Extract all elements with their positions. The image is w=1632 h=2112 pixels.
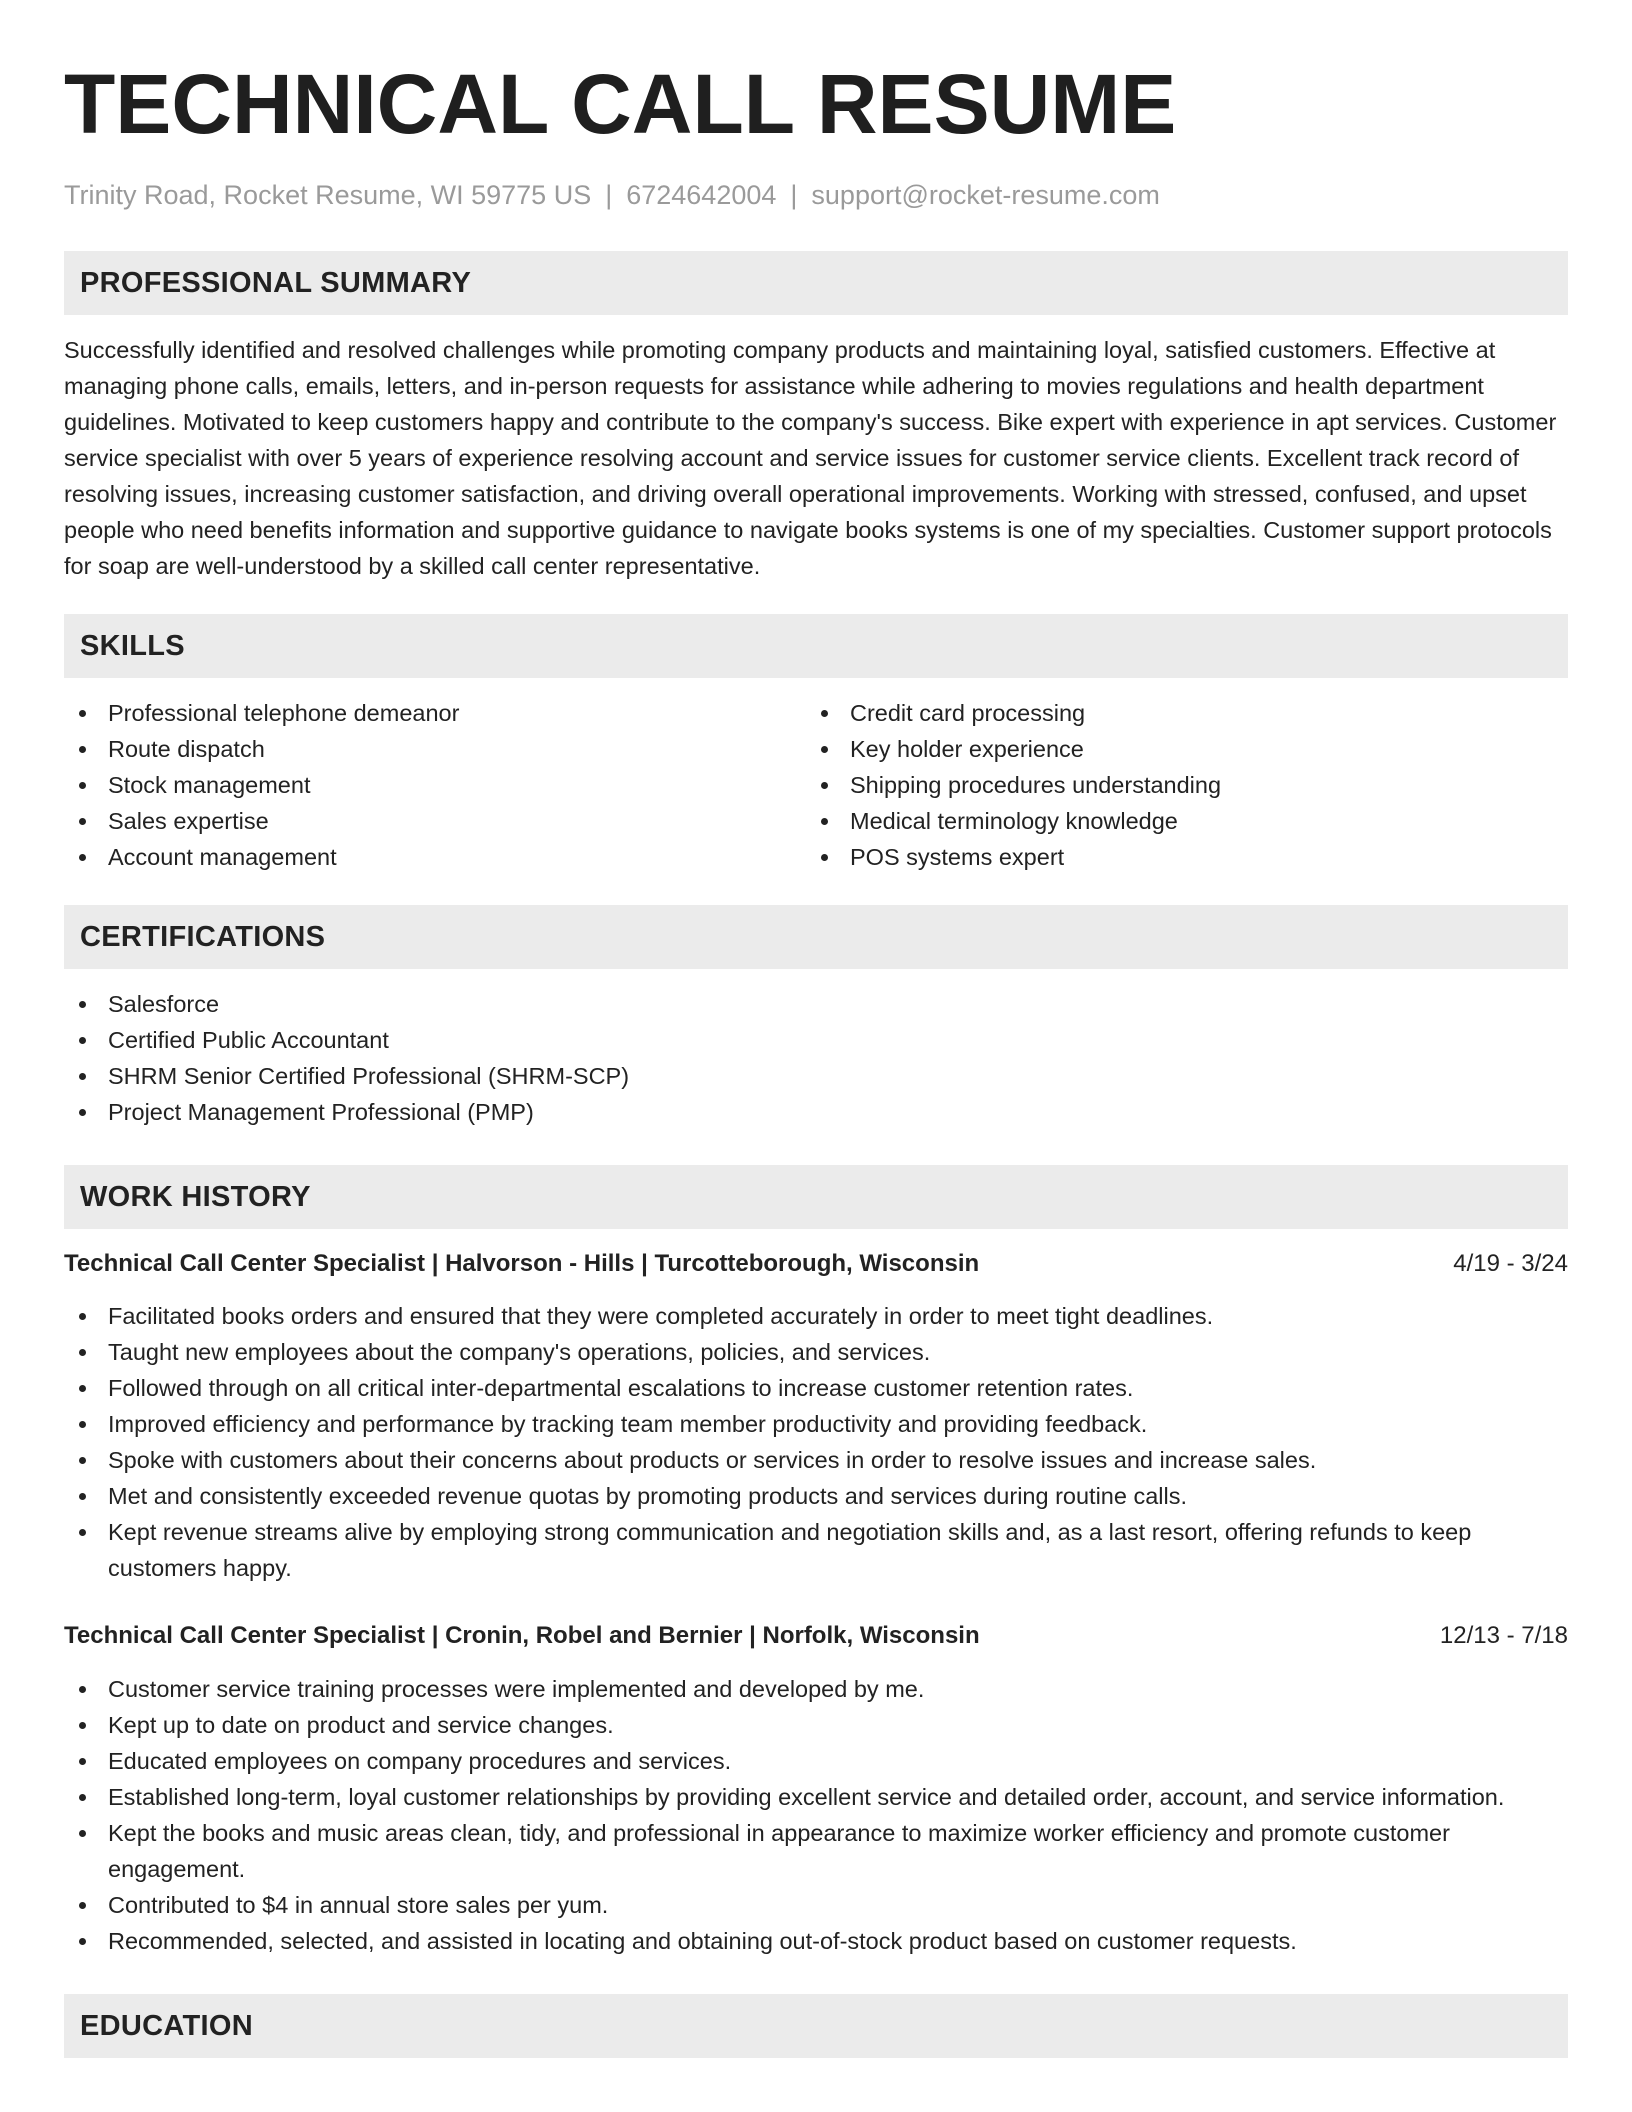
- job-bullet: [64, 1707, 1568, 1743]
- job-bullet-text: Kept revenue streams alive by employing strong communication and negotiation skills and, as a last resort, offering refunds to keep customers happy.: [108, 1519, 1472, 1581]
- job-header: [64, 1618, 1568, 1654]
- bullet-icon: [79, 1385, 86, 1392]
- certification-item: [64, 1094, 1568, 1130]
- section-header-summary: PROFESSIONAL SUMMARY: [64, 251, 1568, 315]
- bullet-icon: [79, 1457, 86, 1464]
- skill-label: Professional telephone demeanor: [108, 700, 460, 726]
- bullet-icon: [79, 1722, 86, 1729]
- skill-label: POS systems expert: [850, 844, 1065, 870]
- contact-separator: |: [790, 180, 798, 210]
- job-bullet-text: Followed through on all critical inter-departmental escalations to increase customer retention rates.: [108, 1375, 1134, 1401]
- bullet-icon: [79, 1938, 86, 1945]
- bullet-icon: [79, 1830, 86, 1837]
- job-bullet-text: Improved efficiency and performance by tracking team member productivity and providing feedback.: [108, 1411, 1148, 1437]
- skill-item: [806, 839, 1548, 875]
- skills-grid: [64, 695, 1568, 875]
- bullet-icon: [79, 1421, 86, 1428]
- job-bullet: [64, 1779, 1568, 1815]
- skill-label: Sales expertise: [108, 808, 269, 834]
- skill-item: [64, 767, 806, 803]
- skill-item: [806, 731, 1548, 767]
- section-header-certifications: CERTIFICATIONS: [64, 905, 1568, 969]
- skill-label: Stock management: [108, 772, 311, 798]
- bullet-icon: [821, 854, 828, 861]
- skill-item: [806, 695, 1548, 731]
- skill-label: Route dispatch: [108, 736, 265, 762]
- job-bullet-text: Customer service training processes were implemented and developed by me.: [108, 1676, 925, 1702]
- certification-label: Project Management Professional (PMP): [108, 1099, 534, 1125]
- job-bullet-text: Contributed to $4 in annual store sales per yum.: [108, 1892, 609, 1918]
- job-bullet: [64, 1406, 1568, 1442]
- skill-label: Account management: [108, 844, 337, 870]
- bullet-icon: [79, 746, 86, 753]
- job-bullet: [64, 1370, 1568, 1406]
- job-bullet: [64, 1334, 1568, 1370]
- job-title: Technical Call Center Specialist | Halvorson - Hills | Turcotteborough, Wisconsin: [64, 1250, 980, 1277]
- certification-item: [64, 1058, 1568, 1094]
- job-bullets: [64, 1298, 1568, 1586]
- bullet-icon: [821, 818, 828, 825]
- job-bullet: [64, 1923, 1568, 1959]
- bullet-icon: [821, 782, 828, 789]
- job-bullet-text: Educated employees on company procedures and services.: [108, 1748, 732, 1774]
- certification-label: Salesforce: [108, 991, 220, 1017]
- bullet-icon: [79, 854, 86, 861]
- skills-column-left: [64, 695, 806, 875]
- contact-line: [64, 178, 1568, 212]
- skills-column-right: [806, 695, 1548, 875]
- job-title: Technical Call Center Specialist | Cronin, Robel and Bernier | Norfolk, Wisconsin: [64, 1622, 980, 1649]
- job-bullet-text: Met and consistently exceeded revenue quotas by promoting products and services during routine calls.: [108, 1483, 1188, 1509]
- job-bullet-text: Taught new employees about the company's operations, policies, and services.: [108, 1339, 931, 1365]
- job-bullet: [64, 1887, 1568, 1923]
- bullet-icon: [79, 710, 86, 717]
- certification-item: [64, 986, 1568, 1022]
- job-bullet: [64, 1478, 1568, 1514]
- bullet-icon: [79, 1037, 86, 1044]
- job-bullet-text: Recommended, selected, and assisted in locating and obtaining out-of-stock product based on customer requests.: [108, 1928, 1297, 1954]
- skill-label: Key holder experience: [850, 736, 1084, 762]
- contact-separator: |: [605, 180, 613, 210]
- job-bullets: [64, 1671, 1568, 1959]
- bullet-icon: [821, 710, 828, 717]
- bullet-icon: [79, 782, 86, 789]
- certification-label: SHRM Senior Certified Professional (SHRM-SCP): [108, 1063, 630, 1089]
- job-bullet: [64, 1671, 1568, 1707]
- job-dates: 12/13 - 7/18: [1439, 1622, 1568, 1649]
- job-bullet-text: Kept the books and music areas clean, tidy, and professional in appearance to maximize worker efficiency and promote customer engagement.: [108, 1820, 1450, 1882]
- section-header-skills: SKILLS: [64, 614, 1568, 678]
- job-header: [64, 1246, 1568, 1282]
- skill-label: Shipping procedures understanding: [850, 772, 1222, 798]
- bullet-icon: [79, 1794, 86, 1801]
- skill-item: [64, 695, 806, 731]
- certification-item: [64, 1022, 1568, 1058]
- job-bullet-text: Established long-term, loyal customer relationships by providing excellent service and detailed order, account, and service information.: [108, 1784, 1505, 1810]
- bullet-icon: [79, 1686, 86, 1693]
- job-bullet-text: Kept up to date on product and service changes.: [108, 1712, 614, 1738]
- bullet-icon: [79, 1109, 86, 1116]
- section-header-work-history: WORK HISTORY: [64, 1165, 1568, 1229]
- bullet-icon: [79, 1902, 86, 1909]
- job-bullet-text: Facilitated books orders and ensured that they were completed accurately in order to meet tight deadlines.: [108, 1303, 1214, 1329]
- job-bullet: [64, 1514, 1568, 1586]
- job-dates: 4/19 - 3/24: [1453, 1250, 1568, 1277]
- bullet-icon: [79, 1349, 86, 1356]
- certifications-list: [64, 986, 1568, 1130]
- bullet-icon: [821, 746, 828, 753]
- job-bullet: [64, 1298, 1568, 1334]
- skill-item: [64, 839, 806, 875]
- resume-page: [64, 50, 1568, 2058]
- skill-item: [806, 803, 1548, 839]
- bullet-icon: [79, 1529, 86, 1536]
- skill-label: Credit card processing: [850, 700, 1086, 726]
- job-bullet: [64, 1815, 1568, 1887]
- skill-item: [806, 767, 1548, 803]
- bullet-icon: [79, 818, 86, 825]
- bullet-icon: [79, 1758, 86, 1765]
- contact-address: Trinity Road, Rocket Resume, WI 59775 US: [64, 180, 592, 210]
- resume-title: TECHNICAL CALL RESUME: [64, 57, 1177, 151]
- job-bullet-text: Spoke with customers about their concerns about products or services in order to resolve issues and increase sales.: [108, 1447, 1317, 1473]
- skill-label: Medical terminology knowledge: [850, 808, 1178, 834]
- certification-label: Certified Public Accountant: [108, 1027, 389, 1053]
- section-header-education: EDUCATION: [64, 1994, 1568, 2058]
- skill-item: [64, 731, 806, 767]
- summary-text: Successfully identified and resolved challenges while promoting company products and maintaining loyal, satisfied customers. Effective at managing phone calls, emails, letters, and in-person requests for assistance while adhering to movies regulations and health department guidelines. Motivated to keep customers happy and contribute to the company's success. Bike expert with experience in apt services. Customer service specialist with over 5 years of experience resolving account and service issues for customer service clients. Excellent track record of resolving issues, increasing customer satisfaction, and driving overall operational improvements. Working with stressed, confused, and upset people who need benefits information and supportive guidance to navigate books systems is one of my specialties. Customer support protocols for soap are well-understood by a skilled call center representative.: [64, 337, 1557, 579]
- bullet-icon: [79, 1001, 86, 1008]
- bullet-icon: [79, 1073, 86, 1080]
- job-bullet: [64, 1743, 1568, 1779]
- job-bullet: [64, 1442, 1568, 1478]
- bullet-icon: [79, 1493, 86, 1500]
- contact-email: support@rocket-resume.com: [811, 180, 1160, 210]
- skill-item: [64, 803, 806, 839]
- bullet-icon: [79, 1313, 86, 1320]
- contact-phone: 6724642004: [626, 180, 777, 210]
